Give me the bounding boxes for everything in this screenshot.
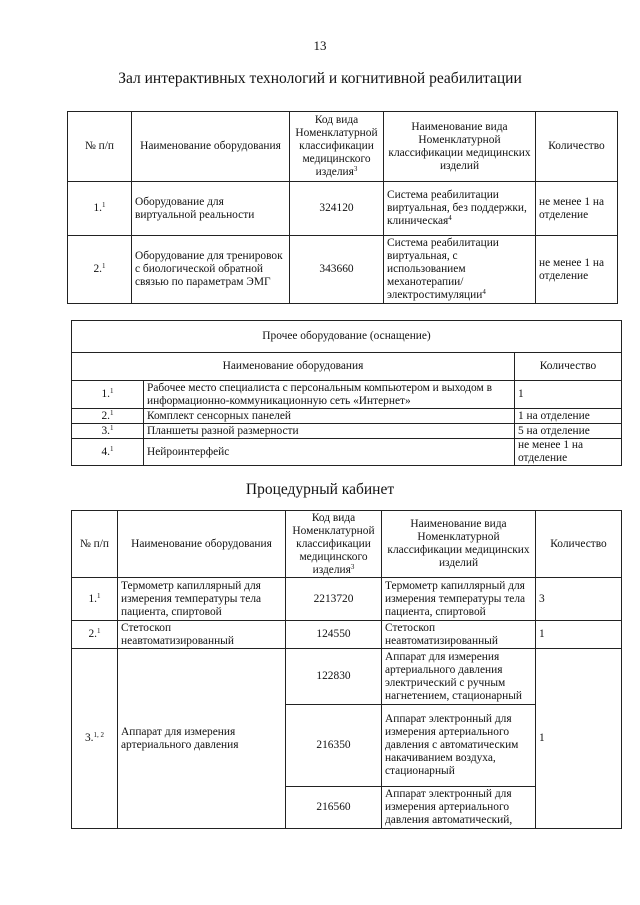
other-equipment-title: Прочее оборудование (оснащение)	[72, 321, 622, 353]
row-num	[72, 409, 144, 424]
row-num	[72, 439, 144, 466]
row-qty: 5 на отделение	[515, 424, 622, 439]
table-row	[72, 381, 622, 409]
row-name: Термометр капиллярный для измерения температуры тела пациента, спиртовой	[118, 578, 286, 621]
header-code-text: Код вида Номенклатурной классификации медицинского изделия	[292, 511, 375, 576]
table-row	[72, 621, 622, 649]
num-text: 4.	[101, 445, 111, 458]
row-qty: 1	[536, 649, 622, 829]
row-qty: 3	[536, 578, 622, 621]
num-sup: 1	[110, 444, 114, 453]
row-num	[68, 182, 132, 236]
num-sup: 1	[97, 591, 101, 600]
row-kind: Аппарат электронный для измерения артериального давления автоматический,	[382, 787, 536, 829]
num-sup: 1	[110, 408, 114, 417]
row-code: 216350	[286, 705, 382, 787]
row-num	[72, 649, 118, 829]
num-text: 3.	[84, 732, 94, 744]
header-code-sup: 3	[350, 562, 355, 571]
header-name: Наименование оборудования	[118, 511, 286, 578]
row-code: 324120	[290, 182, 384, 236]
header-num: № п/п	[72, 511, 118, 578]
kind-sup: 4	[482, 288, 486, 296]
row-kind	[384, 236, 536, 304]
table-row	[72, 439, 622, 466]
row-kind: Аппарат для измерения артериального давления электрический с ручным нагнетением, стационарный	[382, 649, 536, 705]
header-code-text: Код вида Номенклатурной классификации медицинского изделия	[295, 114, 378, 178]
table-row	[72, 578, 622, 621]
row-num	[72, 578, 118, 621]
table-row	[72, 649, 622, 705]
row-name: Оборудование для виртуальной реальности	[132, 182, 290, 236]
num-text: 2.	[93, 263, 103, 275]
table-row	[68, 236, 618, 304]
header-kind: Наименование вида Номенклатурной классификации медицинских изделий	[382, 511, 536, 578]
row-qty: не менее 1 на отделение	[536, 182, 618, 236]
num-sup: 1	[102, 201, 106, 209]
num-text: 2.	[101, 409, 111, 422]
header-qty: Количество	[536, 511, 622, 578]
num-sup: 1	[102, 262, 106, 270]
row-qty: 1	[536, 621, 622, 649]
row-kind	[384, 182, 536, 236]
row-num	[72, 381, 144, 409]
header-code	[290, 112, 384, 182]
row-qty: 1 на отделение	[515, 409, 622, 424]
num-text: 1.	[88, 592, 98, 605]
header-code-sup: 3	[353, 165, 358, 173]
row-name: Аппарат для измерения артериального давления	[118, 649, 286, 829]
section-title-procedure: Процедурный кабинет	[245, 481, 395, 498]
row-name: Комплект сенсорных панелей	[144, 409, 515, 424]
num-text: 2.	[88, 628, 98, 640]
row-name: Оборудование для тренировок с биологической обратной связью по параметрам ЭМГ	[132, 236, 290, 304]
num-sup: 1, 2	[93, 731, 105, 739]
table-row	[68, 182, 618, 236]
row-kind: Термометр капиллярный для измерения температуры тела пациента, спиртовой	[382, 578, 536, 621]
header-qty: Количество	[536, 112, 618, 182]
row-qty: не менее 1 на отделение	[536, 236, 618, 304]
table-procedure-equipment	[71, 510, 622, 829]
kind-text: Система реабилитации виртуальная, с использованием механотерапии/электростимуляции	[387, 237, 499, 301]
row-code: 343660	[290, 236, 384, 304]
row-kind: Аппарат электронный для измерения артериального давления с автоматическим накачиванием воздуха, стационарный	[382, 705, 536, 787]
row-name: Стетоскоп неавтоматизированный	[118, 621, 286, 649]
row-num	[72, 424, 144, 439]
row-num	[68, 236, 132, 304]
header-kind: Наименование вида Номенклатурной классификации медицинских изделий	[384, 112, 536, 182]
row-qty: 1	[515, 381, 622, 409]
header-name: Наименование оборудования	[72, 353, 515, 381]
num-text: 1.	[93, 202, 103, 214]
table-row	[72, 424, 622, 439]
row-num	[72, 621, 118, 649]
header-num: № п/п	[68, 112, 132, 182]
num-text: 3.	[101, 424, 111, 437]
row-code: 124550	[286, 621, 382, 649]
row-name: Нейроинтерфейс	[144, 439, 515, 466]
row-kind: Стетоскоп неавтоматизированный	[382, 621, 536, 649]
row-code: 216560	[286, 787, 382, 829]
page-number: 13	[313, 38, 327, 53]
row-code: 2213720	[286, 578, 382, 621]
kind-text: Система реабилитации виртуальная, без поддержки, клиническая	[387, 189, 527, 227]
table-interactive-equipment	[67, 111, 618, 304]
num-text: 1.	[101, 388, 111, 400]
header-code	[286, 511, 382, 578]
table-row	[72, 409, 622, 424]
section-title-interactive: Зал интерактивных технологий и когнитивной реабилитации	[118, 70, 522, 87]
row-name: Планшеты разной размерности	[144, 424, 515, 439]
num-sup: 1	[110, 423, 114, 432]
row-qty: не менее 1 на отделение	[515, 439, 622, 466]
row-name: Рабочее место специалиста с персональным компьютером и выходом в информационно-коммуникационную сеть «Интернет»	[144, 381, 515, 409]
kind-sup: 4	[448, 214, 452, 222]
num-sup: 1	[97, 627, 101, 635]
num-sup: 1	[110, 387, 114, 395]
row-code: 122830	[286, 649, 382, 705]
header-name: Наименование оборудования	[132, 112, 290, 182]
header-qty: Количество	[515, 353, 622, 381]
table-other-equipment	[71, 320, 622, 466]
